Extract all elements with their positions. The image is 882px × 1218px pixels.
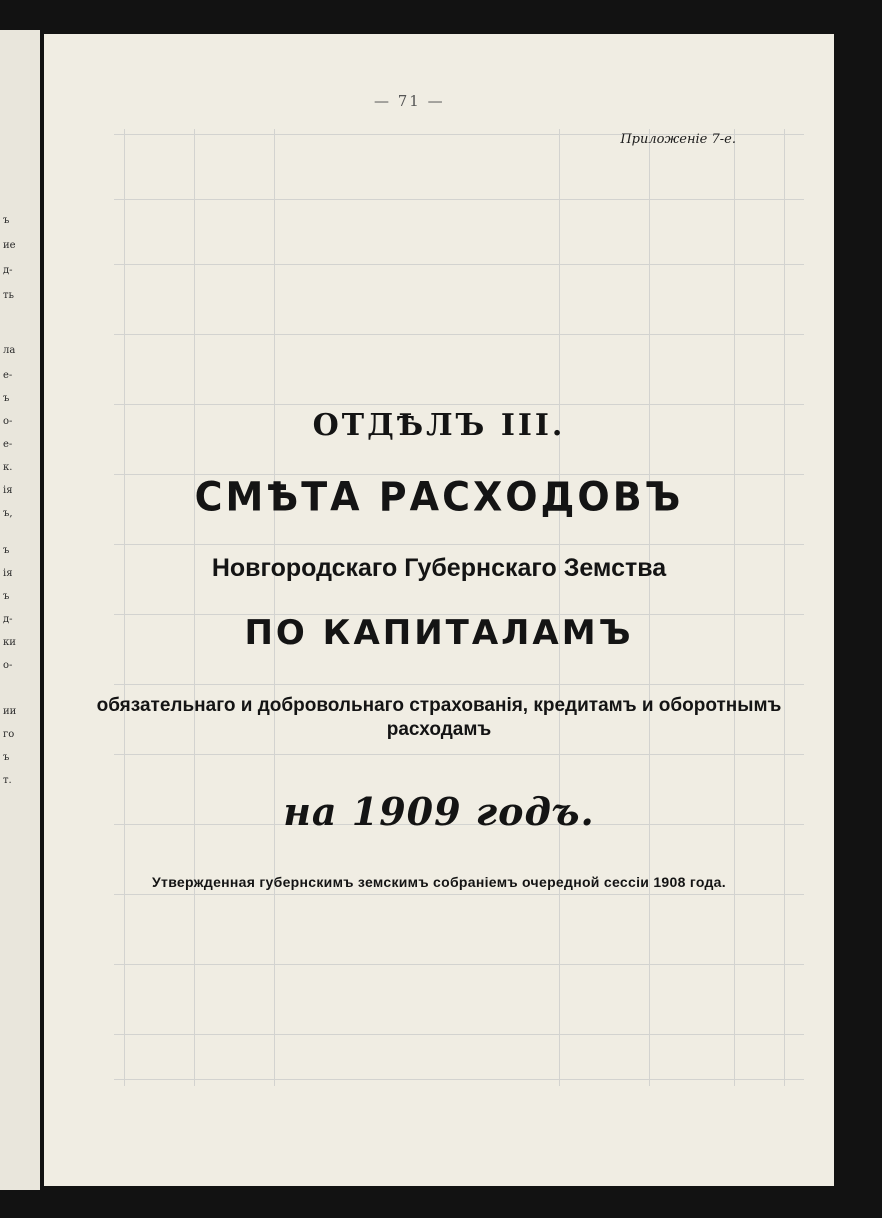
document-page [44, 34, 834, 1186]
left-fragment: ія [3, 485, 13, 496]
left-fragment: го [3, 729, 15, 740]
subject-line: обязательнаго и добровольнаго страхованія, кредитамъ и оборотнымъ расходамъ [96, 695, 782, 740]
approval-note: Утвержденная губернскимъ земскимъ собраніемъ очередной сессіи 1908 года. [152, 874, 726, 890]
left-fragment: д- [3, 265, 13, 276]
year-line: на 1909 годъ. [283, 789, 595, 834]
left-fragment: е- [3, 370, 13, 381]
left-fragment: д- [3, 614, 13, 625]
left-fragment: ъ [3, 545, 10, 556]
left-fragment: е- [3, 439, 13, 450]
left-fragment: ъ [3, 393, 10, 404]
left-fragment: ть [3, 290, 14, 301]
left-fragment: о- [3, 416, 13, 427]
document-title: СМѢТА РАСХОДОВЪ [194, 473, 684, 521]
bleed-through-table [44, 34, 834, 1186]
appendix-label: Приложеніе 7-е. [620, 132, 736, 147]
page-number: — 71 — [374, 92, 445, 110]
left-fragment: ъ [3, 752, 10, 763]
left-fragment: ла [3, 345, 16, 356]
left-fragment: ъ, [3, 508, 13, 519]
adjacent-page-edge [0, 30, 40, 1190]
left-fragment: ие [3, 240, 16, 251]
left-fragment: о- [3, 660, 13, 671]
section-heading: ОТДѢЛЪ III. [312, 408, 566, 443]
left-fragment: ии [3, 706, 17, 717]
left-fragment: ъ [3, 215, 10, 226]
left-fragment: ъ [3, 591, 10, 602]
capitals-heading: ПО КАПИТАЛАМЪ [244, 613, 634, 653]
zemstvo-name: Новгородскаго Губернскаго Земства [211, 554, 667, 582]
left-fragment: ки [3, 637, 16, 648]
left-fragment: ія [3, 568, 13, 579]
left-fragment: к. [3, 462, 13, 473]
left-fragment: т. [3, 775, 12, 786]
